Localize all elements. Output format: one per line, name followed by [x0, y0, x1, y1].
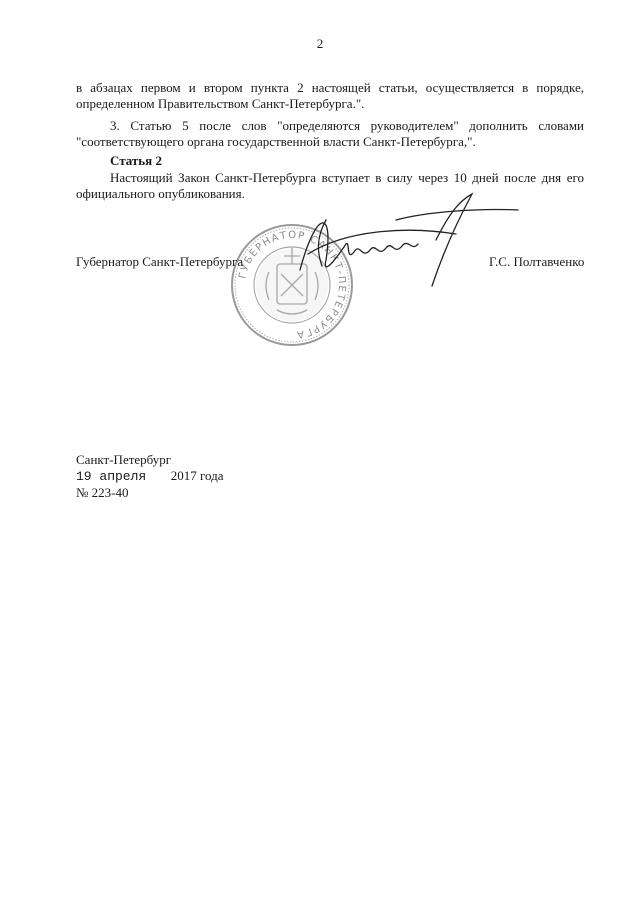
paragraph-line: определенном Правительством Санкт-Петербурга.".: [76, 96, 365, 111]
article1-continuation: [76, 80, 584, 150]
place-date-block: [76, 452, 224, 501]
page-number: 2: [316, 36, 324, 51]
date-line: [76, 468, 224, 485]
paragraph-line: в абзацах первом и втором пункта 2 настоящей статьи, осуществляется в порядке,: [76, 80, 584, 95]
law-number: № 223-40: [76, 485, 129, 500]
signatory-position: Губернатор Санкт-Петербурга: [76, 254, 244, 269]
paragraph-item-3: 3. Статью 5 после слов "определяются руководителем" дополнить словами "соответствующего органа государственной власти Санкт-Петербурга,".: [76, 118, 584, 149]
article2-text: Настоящий Закон Санкт-Петербурга вступает в силу через 10 дней после дня его официального опубликования.: [76, 170, 584, 201]
date-day-month: 19 апреля: [76, 469, 147, 484]
place-city: Санкт-Петербург: [76, 452, 172, 467]
date-year: 2017 года: [170, 468, 224, 483]
svg-text:ГУБЕРНАТОР САНКТ-ПЕТЕРБУРГА: ГУБЕРНАТОР САНКТ-ПЕТЕРБУРГА: [237, 229, 348, 340]
handwritten-signature: [286, 190, 526, 300]
signatory-name: Г.С. Полтавченко: [489, 254, 585, 269]
article-heading: Статья 2: [110, 153, 162, 168]
